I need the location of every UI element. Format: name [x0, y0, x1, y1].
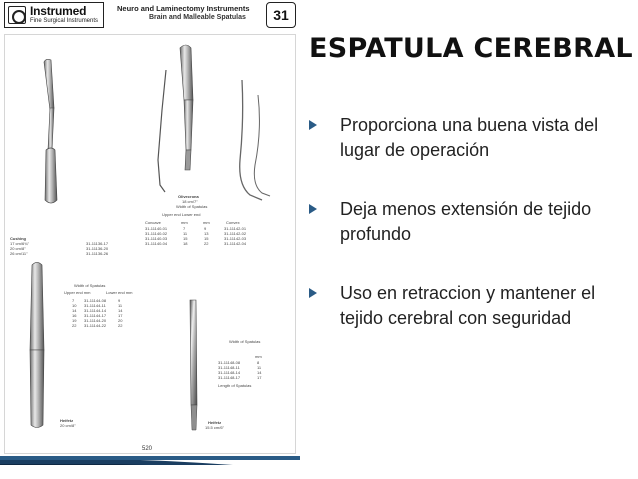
olivecrona-row-3-convex: 31-11142-03 — [224, 236, 247, 241]
heifetz-20-row-2-code: 31-11144-11 — [84, 303, 106, 308]
heifetz-20-row-3-lower: 14 — [118, 308, 123, 313]
cushing-length-2: 20 cm/8" — [10, 246, 26, 251]
olivecrona-header-convex: Convex — [226, 220, 240, 225]
heifetz-155-width-label: Width of Spatulas — [229, 339, 261, 344]
heifetz-20-length: 20 cm/8" — [60, 423, 76, 428]
olivecrona-row-2-convex: 31-11142-02 — [224, 231, 247, 236]
heifetz-20-row-3-upper: 14 — [72, 308, 77, 313]
triangle-bullet-icon — [309, 204, 317, 214]
catalog-page-number: 31 — [266, 2, 296, 28]
bullet-text: Uso en retraccion y mantener el tejido cerebral con seguridad — [340, 283, 596, 328]
heifetz-155-row-1-width: 8 — [257, 360, 260, 365]
heifetz-20-row-6-upper: 22 — [72, 323, 77, 328]
olivecrona-row-2-lower: 13 — [204, 231, 209, 236]
triangle-bullet-icon — [309, 120, 317, 130]
heifetz-155-unit: mm — [255, 354, 262, 359]
heifetz-20-row-1-upper: 7 — [72, 298, 75, 303]
slide-title: ESPATULA CEREBRAL — [309, 33, 633, 64]
heifetz-20-row-4-upper: 16 — [72, 313, 77, 318]
catalog-subtitle: Brain and Malleable Spatulas — [149, 14, 246, 21]
olivecrona-row-4-lower: 22 — [204, 241, 209, 246]
curved-spatula-drawing-2 — [254, 95, 270, 196]
olivecrona-row-1-lower: 9 — [204, 226, 207, 231]
heifetz-20-row-3-code: 31-11144-14 — [84, 308, 107, 313]
catalog-title: Neuro and Laminectomy Instruments — [117, 4, 250, 13]
wire-spatula-drawing — [158, 70, 166, 192]
heifetz-20-row-5-lower: 20 — [118, 318, 123, 323]
bullet-text: Deja menos extensión de tejido profundo — [340, 199, 592, 244]
olivecrona-row-1-convex: 31-11142-01 — [224, 226, 247, 231]
olivecrona-name: Olivecrona — [178, 194, 199, 199]
olivecrona-row-2-upper: 11 — [183, 231, 188, 236]
cushing-length-1: 17 cm/6¾" — [10, 241, 29, 246]
heifetz-20-header-lower: Lower end mm — [106, 290, 133, 295]
heifetz-20-row-5-code: 31-11144-20 — [84, 318, 107, 323]
heifetz-20-name: Heifetz — [60, 418, 74, 423]
olivecrona-row-2-concave: 31-11140-02 — [145, 231, 168, 236]
heifetz-155-row-4-code: 31-11148-17 — [218, 375, 241, 380]
heifetz-20-row-6-code: 31-11144-22 — [84, 323, 107, 328]
olivecrona-length: 18 cm/7" — [182, 199, 198, 204]
catalog-footer-page: 520 — [142, 446, 153, 452]
bullet-list — [309, 113, 619, 331]
heifetz-155-row-2-width: 11 — [257, 365, 262, 370]
heifetz-20-row-1-code: 31-11144-08 — [84, 298, 107, 303]
olivecrona-header-concave: Concave — [145, 220, 161, 225]
heifetz-20-row-2-lower: 11 — [118, 303, 123, 308]
bullet-item — [309, 113, 619, 163]
cushing-code-1: 31-11136-17 — [86, 241, 109, 246]
cushing-length-3: 26 cm/11" — [10, 251, 28, 256]
olivecrona-header-mm-1: mm — [181, 220, 188, 225]
bullet-item — [309, 197, 619, 247]
olivecrona-width-label: Width of Spatulas — [176, 204, 208, 209]
heifetz-155-row-2-code: 31-11148-11 — [218, 365, 240, 370]
heifetz-20-row-6-lower: 22 — [118, 323, 123, 328]
heifetz-20-header-upper: Upper end mm — [64, 290, 91, 295]
cushing-code-3: 31-11136-26 — [86, 251, 109, 256]
heifetz-20-row-2-upper: 10 — [72, 303, 77, 308]
heifetz-155-row-3-width: 14 — [257, 370, 262, 375]
olivecrona-row-3-lower: 15 — [204, 236, 209, 241]
catalog-page-image — [0, 0, 300, 465]
olivecrona-row-1-concave: 31-11140-01 — [145, 226, 168, 231]
heifetz-155-name: Heifetz — [208, 420, 222, 425]
cushing-spatula-drawing — [44, 59, 57, 203]
olivecrona-spatula-drawing — [180, 45, 193, 170]
olivecrona-row-3-upper: 15 — [183, 236, 188, 241]
heifetz-20-width-label: Width of Spatulas — [74, 283, 106, 288]
heifetz-155-row-3-code: 31-11148-14 — [218, 370, 241, 375]
olivecrona-row-4-upper: 18 — [183, 241, 188, 246]
bullet-text: Proporciona una buena vista del lugar de operación — [340, 115, 599, 160]
logo-name: Instrumed — [30, 4, 87, 18]
footer-swoosh — [0, 452, 300, 465]
cushing-code-2: 31-11136-20 — [86, 246, 109, 251]
heifetz-20-row-4-lower: 17 — [118, 313, 123, 318]
olivecrona-row-4-concave: 31-11140-04 — [145, 241, 168, 246]
olivecrona-header-mm-2: mm — [203, 220, 210, 225]
heifetz-155-length: 15.5 cm/6" — [205, 425, 224, 430]
olivecrona-upper-lower: Upper end Lower end — [162, 212, 201, 217]
logo-tagline: Fine Surgical Instruments — [30, 18, 99, 24]
cushing-name: Cushing — [10, 236, 26, 241]
heifetz-155-length-label: Length of Spatulas — [218, 383, 252, 388]
olivecrona-row-1-upper: 7 — [183, 226, 186, 231]
triangle-bullet-icon — [309, 288, 317, 298]
bullet-item — [309, 281, 619, 331]
heifetz-155-row-1-code: 31-11148-08 — [218, 360, 241, 365]
olivecrona-row-4-convex: 31-11142-04 — [224, 241, 247, 246]
heifetz-20-row-1-lower: 9 — [118, 298, 121, 303]
heifetz-20-spatula-drawing — [30, 263, 44, 428]
heifetz-155-spatula-drawing — [190, 300, 197, 430]
olivecrona-row-3-concave: 31-11140-03 — [145, 236, 168, 241]
heifetz-155-row-4-width: 17 — [257, 375, 262, 380]
heifetz-20-row-5-upper: 19 — [72, 318, 77, 323]
heifetz-20-row-4-code: 31-11144-17 — [84, 313, 107, 318]
